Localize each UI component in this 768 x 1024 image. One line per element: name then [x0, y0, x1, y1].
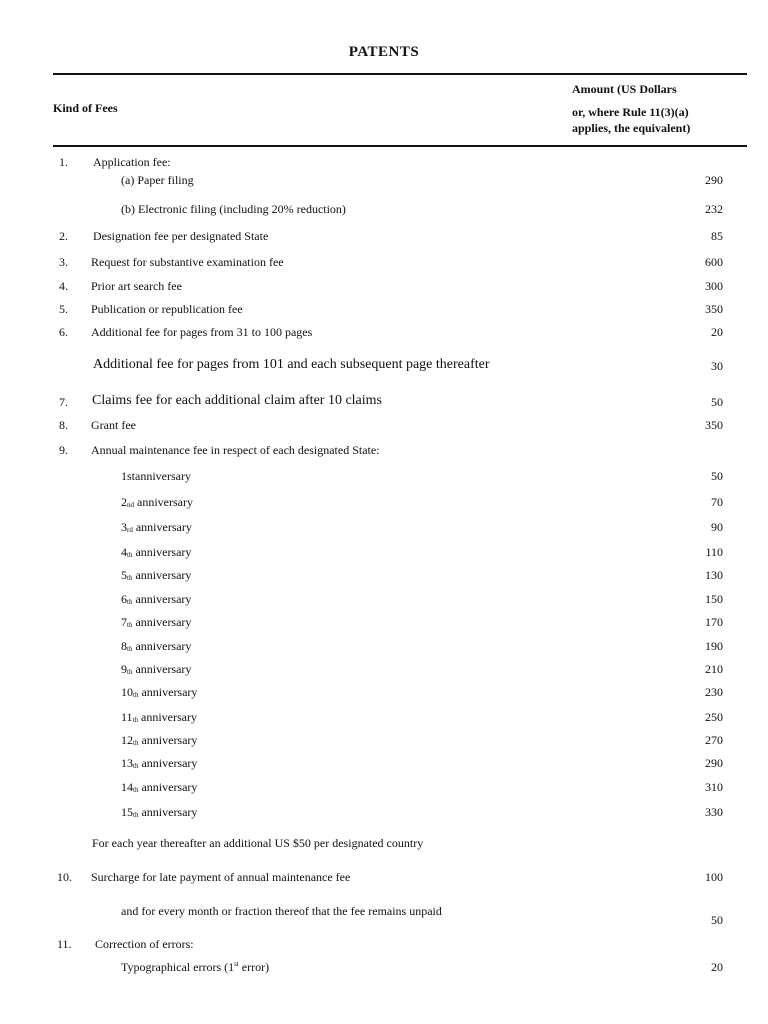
- anniversary-word: anniversary: [132, 662, 192, 676]
- anniversary-label: [121, 685, 197, 700]
- ordinal-suffix: th: [133, 786, 139, 794]
- anniversary-word: anniversary: [132, 639, 192, 653]
- item-text: Correction of errors:: [95, 937, 194, 951]
- ordinal-suffix: nd: [127, 501, 134, 509]
- fee-amount: 330: [705, 805, 723, 819]
- fee-amount: 290: [705, 756, 723, 770]
- anniversary-word: anniversary: [138, 780, 198, 794]
- anniversary-label: [121, 545, 191, 560]
- anniversary-word: anniversary: [138, 710, 197, 724]
- fee-amount: 190: [705, 639, 723, 653]
- item-text: (b) Electronic filing (including 20% reduction): [121, 202, 346, 216]
- anniversary-label: [121, 469, 191, 484]
- anniversary-word: anniversary: [132, 545, 192, 559]
- fee-amount: 250: [705, 710, 723, 724]
- ordinal-suffix: th: [127, 598, 133, 606]
- anniversary-number: 10: [121, 685, 133, 699]
- fee-amount: 85: [711, 229, 723, 243]
- anniversary-label: [121, 662, 191, 677]
- anniversary-label: [121, 733, 197, 748]
- anniversary-number: 6: [121, 592, 127, 606]
- item-number: 4.: [59, 279, 68, 293]
- anniversary-word: anniversary: [132, 520, 192, 534]
- ordinal-suffix: st: [127, 469, 136, 483]
- anniversary-word: anniversary: [138, 685, 198, 699]
- anniversary-label: [121, 805, 197, 820]
- fee-amount: 50: [711, 469, 723, 483]
- anniversary-label: [121, 520, 192, 535]
- item-text: Surcharge for late payment of annual maintenance fee: [91, 870, 351, 884]
- ordinal-suffix: th: [127, 668, 133, 676]
- fee-amount: 290: [705, 173, 723, 187]
- fee-amount: 70: [711, 495, 723, 509]
- anniversary-word: anniversary: [132, 592, 192, 606]
- item-text: Publication or republication fee: [91, 302, 243, 316]
- fee-amount: 170: [705, 615, 723, 629]
- fee-amount: 350: [705, 418, 723, 432]
- anniversary-number: 5: [121, 568, 127, 582]
- ordinal-suffix: th: [133, 739, 139, 747]
- anniversary-word: anniversary: [132, 615, 192, 629]
- item-text-part: Typographical errors (1: [121, 960, 235, 974]
- item-text: Additional fee for pages from 31 to 100 pages: [91, 325, 313, 339]
- item-number: 1.: [59, 155, 68, 169]
- anniversary-number: 2: [121, 495, 127, 509]
- fee-amount: 150: [705, 592, 723, 606]
- fee-amount: 600: [705, 255, 723, 269]
- item-text-part: error): [238, 960, 270, 974]
- fee-amount: 300: [705, 279, 723, 293]
- fee-amount: 20: [711, 325, 723, 339]
- item-number: 8.: [59, 418, 68, 432]
- anniversary-label: [121, 495, 193, 510]
- anniversary-label: [121, 780, 197, 795]
- item-text: (a) Paper filing: [121, 173, 194, 187]
- item-text: Application fee:: [93, 155, 171, 169]
- item-text: [121, 960, 269, 975]
- item-number: 2.: [59, 229, 68, 243]
- fee-amount: 270: [705, 733, 723, 747]
- ordinal-suffix: th: [127, 574, 133, 582]
- item-text: Request for substantive examination fee: [91, 255, 284, 269]
- anniversary-label: [121, 592, 191, 607]
- item-number: 11.: [57, 937, 72, 951]
- item-number: 7.: [59, 395, 68, 409]
- header-bottom-rule: [53, 145, 747, 147]
- anniversary-number: 3: [121, 520, 127, 534]
- anniversary-number: 13: [121, 756, 133, 770]
- page-title: PATENTS: [348, 44, 420, 60]
- ordinal-suffix: th: [133, 691, 139, 699]
- anniversary-number: 4: [121, 545, 127, 559]
- item-number: 6.: [59, 325, 68, 339]
- ordinal-suffix: th: [133, 811, 139, 819]
- anniversary-word: anniversary: [134, 495, 193, 509]
- kind-of-fees-header: Kind of Fees: [53, 101, 118, 115]
- ordinal-suffix: th: [127, 551, 133, 559]
- anniversary-word: anniversary: [132, 568, 192, 582]
- anniversary-word: anniversary: [138, 733, 198, 747]
- anniversary-label: [121, 568, 191, 583]
- anniversary-word: anniversary: [135, 469, 191, 483]
- item-text: For each year thereafter an additional US $50 per designated country: [92, 836, 424, 850]
- fee-amount: 110: [705, 545, 723, 559]
- anniversary-label: [121, 615, 191, 630]
- item-number: 10.: [57, 870, 72, 884]
- ordinal-suffix: rd: [127, 526, 133, 534]
- fee-amount: 310: [705, 780, 723, 794]
- item-text: Designation fee per designated State: [93, 229, 269, 243]
- item-number: 5.: [59, 302, 68, 316]
- fee-amount: 90: [711, 520, 723, 534]
- fee-amount: 20: [711, 960, 723, 974]
- ordinal-superscript: st: [234, 960, 239, 968]
- anniversary-number: 14: [121, 780, 133, 794]
- fee-amount: 232: [705, 202, 723, 216]
- item-number: 9.: [59, 443, 68, 457]
- fee-amount: 50: [711, 395, 723, 409]
- item-number: 3.: [59, 255, 68, 269]
- fee-amount: 350: [705, 302, 723, 316]
- amount-header-line3: applies, the equivalent): [572, 121, 691, 135]
- anniversary-number: 9: [121, 662, 127, 676]
- anniversary-word: anniversary: [138, 805, 198, 819]
- ordinal-suffix: th: [127, 645, 133, 653]
- amount-header-line2: or, where Rule 11(3)(a): [572, 105, 689, 119]
- amount-header-line1: Amount (US Dollars: [572, 82, 677, 96]
- item-text: Claims fee for each additional claim after 10 claims: [92, 393, 382, 408]
- anniversary-label: [121, 756, 197, 771]
- fee-amount: 100: [705, 870, 723, 884]
- anniversary-number: 15: [121, 805, 133, 819]
- header-top-rule: [53, 73, 747, 75]
- anniversary-number: 8: [121, 639, 127, 653]
- anniversary-number: 1: [121, 469, 127, 483]
- fee-amount: 210: [705, 662, 723, 676]
- ordinal-suffix: th: [127, 621, 133, 629]
- anniversary-word: anniversary: [138, 756, 198, 770]
- anniversary-number: 12: [121, 733, 133, 747]
- fee-amount: 50: [711, 913, 723, 927]
- fee-amount: 230: [705, 685, 723, 699]
- item-text: Prior art search fee: [91, 279, 182, 293]
- fee-amount: 30: [711, 359, 723, 373]
- fee-amount: 130: [705, 568, 723, 582]
- anniversary-number: 7: [121, 615, 127, 629]
- anniversary-label: [121, 710, 197, 725]
- item-text: Grant fee: [91, 418, 136, 432]
- anniversary-number: 11: [121, 710, 133, 724]
- item-text: Annual maintenance fee in respect of each designated State:: [91, 443, 380, 457]
- ordinal-suffix: th: [132, 716, 139, 724]
- item-text: Additional fee for pages from 101 and each subsequent page thereafter: [93, 357, 490, 372]
- item-text: and for every month or fraction thereof that the fee remains unpaid: [121, 904, 442, 918]
- ordinal-suffix: th: [133, 762, 139, 770]
- anniversary-label: [121, 639, 191, 654]
